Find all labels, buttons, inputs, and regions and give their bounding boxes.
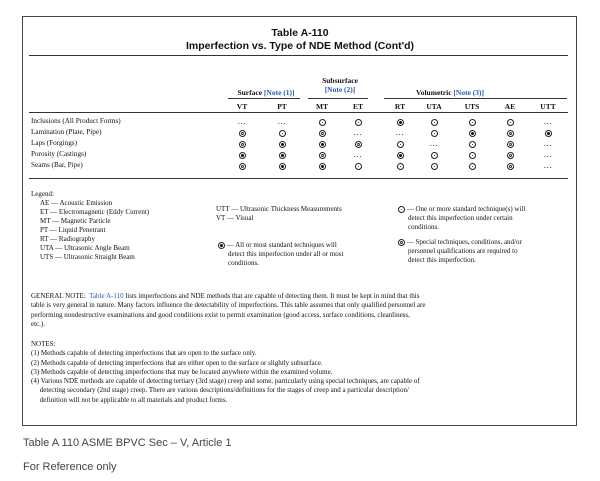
cell-full-circle-icon xyxy=(386,150,414,159)
legend-abbrev-item: MT — Magnetic Particle xyxy=(40,217,111,225)
note-line: (4) Various NDE methods are capable of detecting tertiary (3rd stage) creep and some, particularly using special techniques, are capable of xyxy=(31,377,420,386)
full-circle-icon xyxy=(469,130,476,137)
table-a110-link[interactable]: Table A-110 xyxy=(89,292,124,300)
legend-abbrev-item: UTA — Ultrasonic Angle Beam xyxy=(40,244,130,252)
full-circle-icon xyxy=(319,141,326,148)
cell-dot-circle-icon xyxy=(420,128,448,137)
full-circle-icon xyxy=(279,163,286,170)
table-number: Table A-110 xyxy=(271,27,329,39)
legend-abbrev-item: ET — Electromagnetic (Eddy Current) xyxy=(40,208,150,216)
row-label: Lamination (Plate, Pipe) xyxy=(31,128,102,136)
legend-abbrev-list-2 xyxy=(216,205,342,223)
note-2-link[interactable]: [Note (2)] xyxy=(324,85,356,94)
group-subsurface: Subsurface [Note (2)] xyxy=(310,76,370,94)
dot-circle-icon xyxy=(319,119,326,126)
top-rule xyxy=(29,55,568,56)
legend-abbrev-item: UTT — Ultrasonic Thickness Measurements xyxy=(216,205,342,213)
row-label: Seams (Bar, Pipe) xyxy=(31,161,83,169)
not-applicable-mark: ... xyxy=(543,117,553,126)
dot-circle-icon xyxy=(355,163,362,170)
note-1-link[interactable]: [Note (1)] xyxy=(263,88,295,97)
row-label: Laps (Forgings) xyxy=(31,139,77,147)
legend-full-symbol: — All or most standard techniques will detect this imperfection under all or most conditions. xyxy=(218,241,343,268)
double-circle-icon xyxy=(239,163,246,170)
note-3-link[interactable]: [Note (3)] xyxy=(453,88,485,97)
note-line: definition will not be applicable to all materials and product forms. xyxy=(31,395,228,404)
cell-dot-circle-icon xyxy=(344,117,372,126)
note-line: (2) Methods capable of detecting imperfections that are either open to the surface or slightly subsurface. xyxy=(31,358,323,367)
double-circle-icon xyxy=(319,130,326,137)
double-circle-icon xyxy=(507,141,514,148)
cell-full-circle-icon xyxy=(268,139,296,148)
note-line: (3) Methods capable of detecting imperfections that may be located anywhere within the examined volume. xyxy=(31,367,333,376)
legend-abbrev-item: VT — Visual xyxy=(216,214,254,222)
cell-dot-circle-icon xyxy=(458,150,486,159)
cell-dot-circle-icon xyxy=(344,161,372,170)
cell-dot-circle-icon xyxy=(458,117,486,126)
dot-circle-icon xyxy=(355,119,362,126)
full-circle-icon xyxy=(239,152,246,159)
full-circle-icon xyxy=(545,130,552,137)
column-header-utt: UTT xyxy=(540,102,556,111)
not-applicable-mark: ... xyxy=(353,150,363,159)
full-circle-icon xyxy=(319,163,326,170)
notes: NOTES: (1) Methods capable of detecting imperfections that are open to the surface only. (2) Methods capable of detecting imperfections that are either open to the surface or slightly subsurface. (3) Methods capable of detecting imperfections that may be located anywhere within the examined volume. (4) Various NDE methods are capable of detecting tertiary (3rd stage) creep and some, particularly using special techniques, are capable of detecting secondary (2nd stage) creep. There are various descriptions/definitions for the stages of creep and a particular description/ definition will not be applicable to all materials and product forms. xyxy=(31,340,561,405)
dot-circle-icon xyxy=(431,152,438,159)
legend-abbrev-item: RT — Radiography xyxy=(40,235,96,243)
cell-full-circle-icon xyxy=(386,117,414,126)
group-surface: Surface [Note (1)] xyxy=(237,88,295,97)
double-circle-icon xyxy=(507,152,514,159)
cell-dot-circle-icon xyxy=(268,128,296,137)
legend-abbrev-item: AE — Acoustic Emission xyxy=(40,199,113,207)
cell-double-circle-icon xyxy=(496,150,524,159)
table-bottom-rule xyxy=(29,178,568,179)
cell-full-circle-icon xyxy=(228,150,256,159)
cell-double-circle-icon xyxy=(228,139,256,148)
table-title: Imperfection vs. Type of NDE Method (Cont'd) xyxy=(185,40,415,52)
column-header-rt: RT xyxy=(394,102,406,111)
not-applicable-mark: ... xyxy=(543,150,553,159)
full-circle-icon xyxy=(279,141,286,148)
note-line: (1) Methods capable of detecting imperfections that are open to the surface only. xyxy=(31,349,257,358)
cell-dot-circle-icon xyxy=(308,117,336,126)
double-circle-icon xyxy=(507,130,514,137)
cell-double-circle-icon xyxy=(228,161,256,170)
cell-double-circle-icon xyxy=(228,128,256,137)
cell-dot-circle-icon xyxy=(458,161,486,170)
not-applicable-mark: ... xyxy=(353,128,363,137)
dot-circle-icon xyxy=(431,130,438,137)
not-applicable-mark: ... xyxy=(237,117,247,126)
dot-circle-icon xyxy=(397,141,404,148)
full-circle-icon xyxy=(279,152,286,159)
cell-double-circle-icon xyxy=(308,150,336,159)
general-note: GENERAL NOTE: Table A-110 lists imperfections and NDE methods that are capable of detecting them. It must be kept in mind that this table is very general in nature. Many factors influence the detectability of imperfections. This table assumes that only qualified personnel are performing nondestructive examinations and good conditions exist to permit examination (good access, surface conditions, cleanliness, etc.). xyxy=(31,292,426,328)
legend-abbrev-item: PT — Liquid Penetrant xyxy=(40,226,106,234)
column-header-mt: MT xyxy=(315,102,329,111)
dot-circle-icon xyxy=(431,163,438,170)
full-circle-icon xyxy=(397,119,404,126)
column-header-uta: UTA xyxy=(426,102,442,111)
volumetric-rule xyxy=(384,98,567,99)
double-circle-icon xyxy=(239,130,246,137)
column-header-pt: PT xyxy=(277,102,287,111)
dot-circle-icon xyxy=(398,206,405,213)
cell-full-circle-icon xyxy=(268,161,296,170)
dot-circle-icon xyxy=(431,119,438,126)
full-circle-icon xyxy=(218,242,225,249)
cell-dot-circle-icon xyxy=(496,117,524,126)
note-line: detecting secondary (2nd stage) creep. There are various descriptions/definitions for the stages of creep and a particular description/ xyxy=(31,386,409,395)
legend-heading: Legend: xyxy=(31,190,54,198)
double-circle-icon xyxy=(355,141,362,148)
dot-circle-icon xyxy=(469,141,476,148)
surface-rule xyxy=(228,98,300,99)
dot-circle-icon xyxy=(507,119,514,126)
column-header-ae: AE xyxy=(504,102,516,111)
group-volumetric: Volumetric [Note (3)] xyxy=(415,88,485,97)
double-circle-icon xyxy=(398,239,405,246)
cell-dot-circle-icon xyxy=(420,150,448,159)
double-circle-icon xyxy=(507,163,514,170)
caption-subtitle: For Reference only xyxy=(23,461,117,473)
dot-circle-icon xyxy=(279,130,286,137)
dot-circle-icon xyxy=(469,119,476,126)
cell-dot-circle-icon xyxy=(386,161,414,170)
cell-dot-circle-icon xyxy=(420,161,448,170)
cell-dot-circle-icon xyxy=(420,117,448,126)
cell-double-circle-icon xyxy=(496,139,524,148)
full-circle-icon xyxy=(397,152,404,159)
header-rule xyxy=(29,112,568,113)
not-applicable-mark: ... xyxy=(429,139,439,148)
cell-full-circle-icon xyxy=(308,161,336,170)
caption-title: Table A 110 ASME BPVC Sec – V, Article 1 xyxy=(23,437,232,449)
legend-one-symbol: — One or more standard technique(s) will detect this imperfection under certain conditions. xyxy=(398,205,525,232)
cell-full-circle-icon xyxy=(308,139,336,148)
cell-full-circle-icon xyxy=(268,150,296,159)
legend-abbrev-item: UTS — Ultrasonic Straight Beam xyxy=(40,253,135,261)
cell-double-circle-icon xyxy=(344,139,372,148)
dot-circle-icon xyxy=(469,163,476,170)
double-circle-icon xyxy=(239,141,246,148)
dot-circle-icon xyxy=(469,152,476,159)
column-header-vt: VT xyxy=(236,102,248,111)
legend-abbrev-list xyxy=(40,199,149,262)
cell-dot-circle-icon xyxy=(458,139,486,148)
not-applicable-mark: ... xyxy=(543,161,553,170)
cell-double-circle-icon xyxy=(496,161,524,170)
not-applicable-mark: ... xyxy=(395,128,405,137)
subsurface-rule xyxy=(308,98,368,99)
column-header-uts: UTS xyxy=(464,102,480,111)
row-label: Porosity (Castings) xyxy=(31,150,87,158)
cell-full-circle-icon xyxy=(458,128,486,137)
row-label: Inclusions (All Product Forms) xyxy=(31,117,121,125)
cell-double-circle-icon xyxy=(308,128,336,137)
cell-double-circle-icon xyxy=(496,128,524,137)
dot-circle-icon xyxy=(397,163,404,170)
column-header-et: ET xyxy=(352,102,363,111)
cell-dot-circle-icon xyxy=(386,139,414,148)
double-circle-icon xyxy=(319,152,326,159)
cell-full-circle-icon xyxy=(534,128,562,137)
not-applicable-mark: ... xyxy=(277,117,287,126)
legend-special-symbol: — Special techniques, conditions, and/or personnel qualifications are required to detect this imperfection. xyxy=(398,238,522,265)
not-applicable-mark: ... xyxy=(543,139,553,148)
